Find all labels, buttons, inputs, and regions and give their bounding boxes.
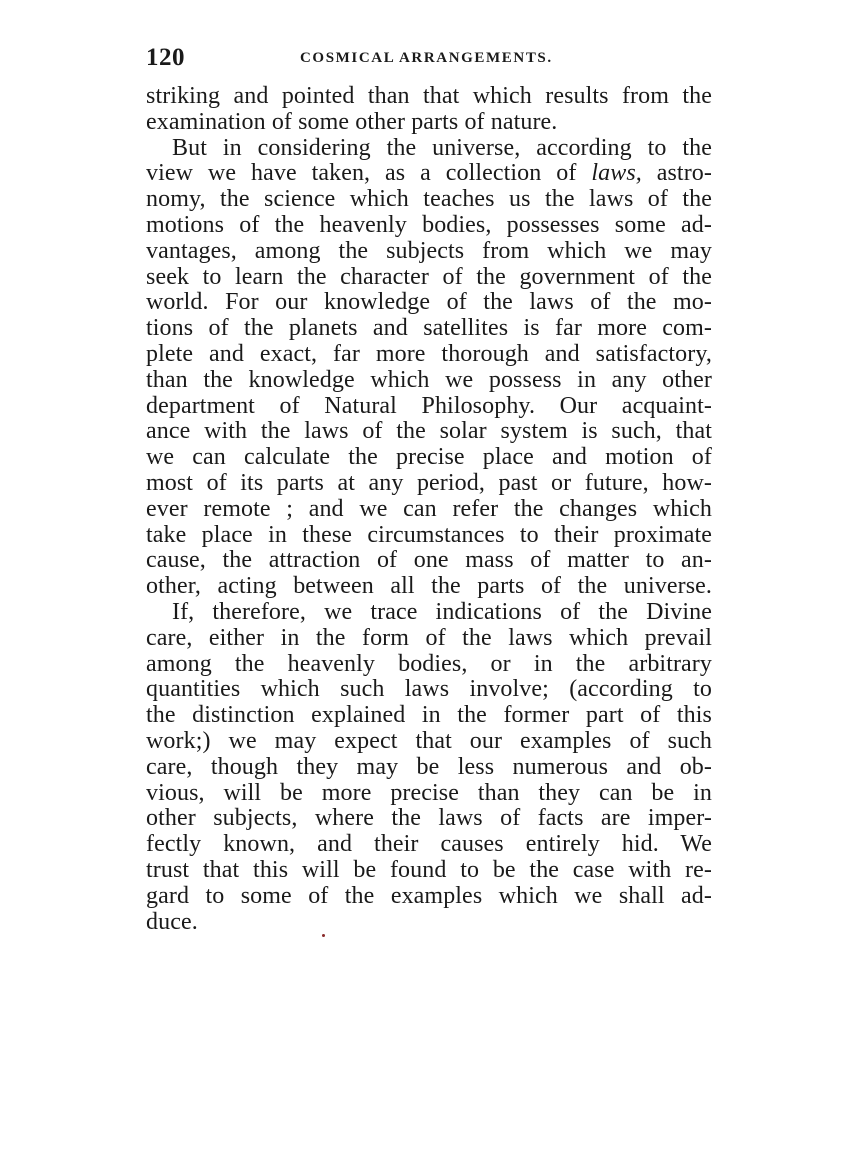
text-line: quantities which such laws involve; (according to <box>146 676 712 703</box>
text-line: duce. <box>146 908 198 935</box>
text-line: other subjects, where the laws of facts are imper- <box>146 805 712 832</box>
text-line-part: view we have taken, as a collection of <box>146 160 577 187</box>
ink-speck <box>322 934 325 937</box>
text-line: than the knowledge which we possess in any other <box>146 366 712 393</box>
text-line: ance with the laws of the solar system is such, that <box>146 418 712 445</box>
text-line: vantages, among the subjects from which we may <box>146 237 712 264</box>
text-line: examination of some other parts of nature. <box>146 108 558 135</box>
page-header <box>146 42 712 74</box>
paragraph-start-line: If, therefore, we trace indications of the Divine <box>172 598 712 625</box>
text-line: nomy, the science which teaches us the laws of the <box>146 186 712 213</box>
text-line-part: astro- <box>641 160 712 187</box>
text-line: most of its parts at any period, past or future, how- <box>146 469 712 496</box>
text-line: tions of the planets and satellites is far more com- <box>146 315 712 342</box>
text-line: world. For our knowledge of the laws of the mo- <box>146 289 712 316</box>
text-line: trust that this will be found to be the case with re- <box>146 856 712 883</box>
text-line <box>146 161 712 187</box>
text-line: ever remote ; and we can refer the changes which <box>146 495 712 522</box>
text-line: plete and exact, far more thorough and satisfactory, <box>146 340 712 367</box>
text-line: motions of the heavenly bodies, possesses some ad- <box>146 211 712 238</box>
text-line: cause, the attraction of one mass of matter to an- <box>146 547 712 574</box>
text-line: seek to learn the character of the government of the <box>146 263 712 290</box>
text-line: among the heavenly bodies, or in the arbitrary <box>146 650 712 677</box>
body-text <box>146 84 712 935</box>
text-line: care, either in the form of the laws which prevail <box>146 624 712 651</box>
text-line: fectly known, and their causes entirely hid. We <box>146 831 712 858</box>
text-line: department of Natural Philosophy. Our acquaint- <box>146 392 712 419</box>
text-line: gard to some of the examples which we shall ad- <box>146 882 712 909</box>
text-line: other, acting between all the parts of the universe. <box>146 573 712 600</box>
page-number: 120 <box>146 44 185 71</box>
text-line: we can calculate the precise place and motion of <box>146 444 712 471</box>
text-line: care, though they may be less numerous and ob- <box>146 753 712 780</box>
text-line: work;) we may expect that our examples of such <box>146 727 712 754</box>
emphasis-laws: laws, <box>591 160 642 187</box>
text-line: vious, will be more precise than they can be in <box>146 779 712 806</box>
running-head: COSMICAL ARRANGEMENTS. <box>300 50 553 66</box>
text-line: the distinction explained in the former part of this <box>146 702 712 729</box>
text-line: striking and pointed than that which results from the <box>146 83 712 109</box>
text-line: take place in these circumstances to their proximate <box>146 521 712 548</box>
paragraph-start-line: But in considering the universe, according to the <box>172 134 712 161</box>
